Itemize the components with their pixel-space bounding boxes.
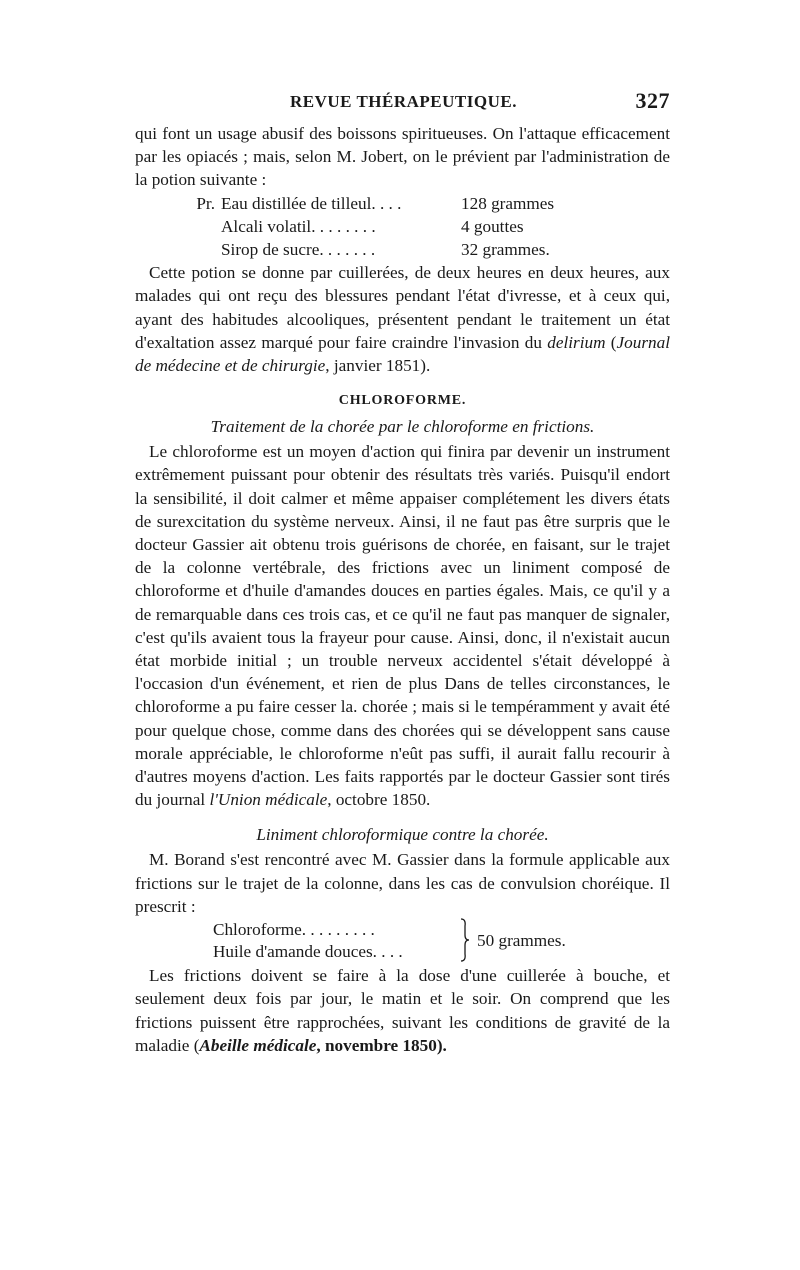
citation-date: , octobre 1850.	[327, 790, 431, 810]
journal-citation: l'Union médicale	[209, 790, 328, 810]
final-text: Les frictions doivent se faire à la dose d'une cuillerée à bouche, et seulement deux fois par jour, le matin et le soir. On comprend que les frictions puissent être rapprochées, suivant les conditions de gravité de la maladie (	[135, 966, 670, 1055]
potion-text: Cette potion se donne par cuillerées, de deux heures en deux heures, aux malades qui ont reçu des blessures pendant l'état d'ivresse, et à ceux qui, ayant des habitudes alcooliques, présentent pendant le traitement un état d'exaltation assez marqué pour faire craindre l'invasion du	[135, 263, 670, 352]
ingredient-name: Huile d'amande douces. . . .	[213, 942, 403, 962]
ingredient-name: Eau distillée de tilleul. . . .	[221, 193, 402, 213]
page-number: 327	[635, 88, 670, 113]
ingredient-name: Chloroforme. . . . . . . . .	[213, 920, 375, 940]
ingredient-dose: 4 gouttes	[461, 216, 524, 236]
ingredient-name: Sirop de sucre. . . . . . .	[221, 240, 376, 260]
ingredient-dose: 50 grammes.	[477, 931, 566, 951]
section-title: CHLOROFORME.	[338, 393, 467, 409]
citation-date: , janvier 1851).	[325, 356, 431, 376]
chloroform-text: Le chloroforme est un moyen d'action qui finira par devenir un instrument extrêmement puissant pour obtenir des résultats très variés. Puisqu'il endort la sensibilité, il doit calmer et même appaiser complétement les divers états de surexcitation du système nerveux. Ainsi, il ne faut pas être surpris que le docteur Gassier ait obtenu trois guérisons de chorée, en faisant, sur le trajet de la colonne vertébrale, des frictions avec un liniment composé de chloroforme et d'huile d'amandes douces en parties égales. Mais, ce qu'il y a de remarquable dans ces trois cas, et ce qu'il ne faut pas manquer de signaler, c'est qu'ils avaient tous la frayeur pour cause. Ainsi, donc, il n'existait aucun état morbide initial ; un trouble nerveux accidentel s'était développé à l'occasion d'un événement, et rien de plus Dans de telles circonstances, le chloroforme a pu faire cesser la. chorée ; mais si le tempéramment y avait été pour quelque chose, comme dans des chorées qui se développent sans cause morale appréciable, le chloroforme n'eût pas suffi, il aurait fallu recourir à d'autres moyens d'action. Les faits rapportés par le docteur Gassier sont tirés du journal	[135, 442, 670, 810]
prescription-pr: Pr.	[196, 193, 215, 213]
prescription-potion	[135, 192, 670, 262]
prescription-row	[135, 192, 670, 215]
liniment-subtitle: Liniment chloroformique contre la chorée.	[256, 825, 549, 845]
brace-icon	[460, 918, 470, 962]
section-subtitle: Traitement de la chorée par le chloroforme en frictions.	[210, 417, 595, 437]
potion-paragraph	[135, 261, 670, 377]
open-paren: (	[605, 332, 617, 352]
journal-citation: Journal de médecine et de chirurgie	[135, 332, 670, 376]
borand-paragraph: M. Borand s'est rencontré avec M. Gassier dans la formule applicable aux frictions sur le trajet de la colonne, dans les cas de convulsion choréique. Il prescrit :	[135, 850, 670, 916]
intro-paragraph: qui font un usage abusif des boissons spiritueuses. On l'attaque efficacement par les opiacés ; mais, selon M. Jobert, on le prévient par l'administration de la potion suivante :	[135, 124, 670, 190]
citation-date: , novembre 1850).	[316, 1035, 447, 1055]
delirium-term: delirium	[547, 332, 606, 352]
final-paragraph	[135, 964, 670, 1057]
chloroform-paragraph	[135, 440, 670, 811]
prescription-row	[135, 215, 670, 238]
ingredient-name: Alcali volatil. . . . . . . .	[221, 216, 376, 236]
ingredient-dose: 128 grammes	[461, 193, 555, 213]
prescription-row	[135, 238, 670, 261]
prescription-liniment	[135, 918, 670, 964]
page-header	[135, 88, 670, 118]
ingredient-dose: 32 grammes.	[461, 240, 550, 260]
running-title: REVUE THÉRAPEUTIQUE.	[290, 92, 517, 111]
journal-citation: Abeille médicale	[199, 1035, 317, 1055]
book-page	[135, 88, 670, 1057]
